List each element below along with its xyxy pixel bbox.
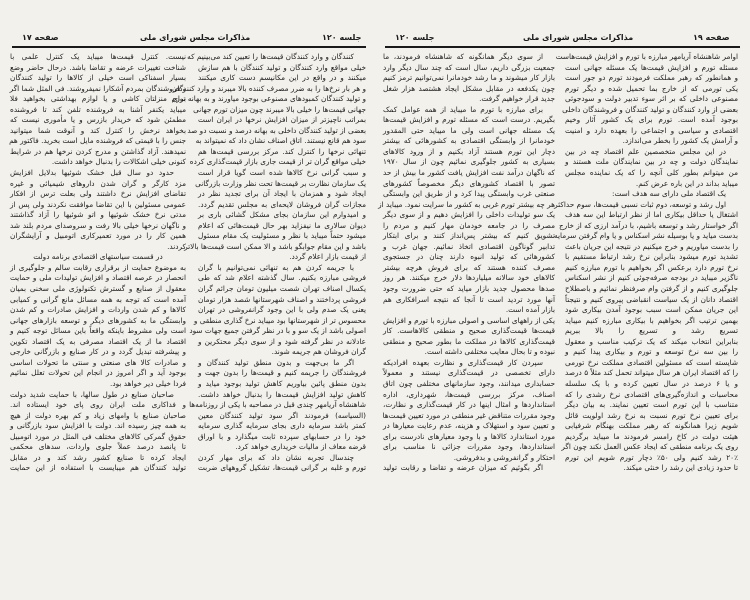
text-line: حدود دو سال قبل خشک شوئیها بدلایل افزایش xyxy=(10,168,174,178)
text-line: شناخت تغییرات عرضه و تقاضا باشد. درحال حاضر وضع xyxy=(10,62,186,72)
text-line: میکنند و در واقع در این مکانیسم دست کاری میکنند xyxy=(198,73,366,83)
text-line: شایسته است که مسئولین اقتصادی مملکت نرخ تورمی xyxy=(565,357,738,367)
text-line: گران فروشان هم جریمه شوند. xyxy=(271,347,366,357)
page-number: صفحه ۱۷ xyxy=(22,33,59,42)
text-line: را بدست میاوریم و خرج میکنیم در نتیجه این جریان باعث xyxy=(565,241,738,251)
text-line: کنونی خیلی اشکالات را بدنبال خواهد داشت. xyxy=(51,157,186,167)
header-rule xyxy=(385,46,740,48)
text-line: اقتصاد ما از یک اقتصاد مصرفی به یک اقتصاد تکوین xyxy=(10,336,186,346)
text-line: خیلی مواقع گران تر از قیمت جاری بازار قیمت‌گذاری کرده xyxy=(189,157,366,167)
text-line: سود هم قانع نیستند. اتاق اصناف نشان داد که نمیتواند به xyxy=(195,136,366,146)
text-line: و صادرات کالا های صنعتی و سنتی ما تحولات اساسی xyxy=(10,357,186,367)
paragraph xyxy=(554,199,739,474)
text-line: به همه چیز رسیده اند. دولت با افزایش سود بازرگانی و xyxy=(10,421,186,431)
text-line: دارای تخصصی در قیمت‌گذاری نیستند و معمولاً xyxy=(383,368,555,378)
text-line: آنها مورد تردید است تا آنجا که نتیجه اسرافکاری هم xyxy=(383,294,555,304)
text-line: هر چه بیشتر تورم غربی به کشور ما سرایت نمود. میباید از xyxy=(378,199,555,209)
text-line: برای منزلتان کاشی و یا لوازم بهداشتی بخواهید فلا xyxy=(10,94,186,104)
paragraph xyxy=(383,52,555,105)
text-line: جدید قرار خواهیم گرفت. xyxy=(479,94,555,104)
text-line: کردند. xyxy=(167,241,186,251)
text-line: از قیمت بازار اعلام گردد. xyxy=(289,252,366,262)
text-line: تنهائی نرخها را کنترل کند. مرکز بررسی قیمت‌ها هم xyxy=(198,146,366,156)
text-line: محاسبات و اندازه‌گیری‌های اقتصادی نرخ رشدی را که xyxy=(565,389,738,399)
text-line: مجازات گران فروشان لایحه‌ای به مجلس تقدیم گردد. xyxy=(198,199,366,209)
text-line: قرضه معاف از مالیات خریداری خواهد کرد. xyxy=(235,442,366,452)
text-line: جهانی قیمت‌ها را خیلی بالا میبرند چون میزان تورم جهانی xyxy=(193,104,366,114)
right-page xyxy=(375,0,750,600)
text-line: شاهنشاه آریامهر چندی قبل در مصاحبه با یکی از روزنامه‌ها xyxy=(189,400,366,410)
text-line: میشود حتماً میباید با نظر و مسئولیت یک مقام مسئول xyxy=(198,231,366,241)
header-rule xyxy=(12,46,366,48)
text-line: سپردن کار قیمت‌گذاری و نظارت بعهده افرادیکه xyxy=(383,357,543,367)
section-heading xyxy=(10,252,186,263)
paragraph xyxy=(383,316,555,358)
text-line: چون یکدفعه در مقابل مشکل ایجاد هشتصد هزار شغل xyxy=(383,83,555,93)
text-line: نمیدهند. آزاد گذاشتن و مدرج کردن نرخها هم در شرایط xyxy=(10,146,186,156)
text-line: را که اقتصاد ایران هر سال میتواند تحمل کند مثلاً ۵ درصد xyxy=(565,368,738,378)
text-line: از سوی دیگر همانگونه که شاهنشاه فرمودند، ما xyxy=(383,52,543,61)
text-line: یک مسئله جهانی است ولی ما میباید حتی المقدور xyxy=(383,125,555,135)
text-line: یک اقتصاد ملی دارای سه هدف است: xyxy=(612,189,726,199)
text-line: بمراتب ناچیزتر از میزان افزایش نرخها در ایران است xyxy=(198,115,366,125)
running-title: مذاکرات مجلس شورای ملی xyxy=(523,33,634,42)
text-line: خود را در حسابهای سپرده ثابت میگذارد و با اوراق xyxy=(198,431,366,441)
text-line: اقتصاد دانان از یک سیاست انقباضی پیروی کنیم و نتیجتاً xyxy=(565,294,738,304)
paragraph xyxy=(383,463,555,474)
text-line: تورم و غلبه بر گرانی قیمت‌ها، تشکیل گروههای ضربت xyxy=(198,463,366,473)
text-line: کمتر باشد سرمایه داری بجای سرمایه گذاری سرمایه xyxy=(198,421,366,431)
text-line: است ولی مشروط باینکه واقعاً باین مسائل توجه کنیم و xyxy=(10,326,186,336)
text-line: بوجود آمده است. تورم برای یک کشور آثار وخیم xyxy=(565,115,738,125)
running-title: مذاکرات مجلس شورای ملی xyxy=(140,33,251,42)
text-line: تشدید تورم میشود بنابراین نرخ رشد ارتباط مستقیم با xyxy=(565,252,738,262)
text-line: کاهش تولید افزایش قیمت‌ها را بدنبال خواهد داشت. xyxy=(198,389,366,399)
text-line: بگیریم. درست است که مسئله تورم و افزایش قیمت‌ها xyxy=(383,115,555,125)
text-line: بهمین ترتیب اگر بخواهیم با بیکاری مبارزه کنیم میباید xyxy=(565,315,738,325)
text-line: ایجاد شود و همزمان با ایجاد آن برای تجدید نظر در xyxy=(198,189,366,199)
text-line: جلوگیری کنیم و از گرفتن وام صرفنظر نمائیم و باصطلاح xyxy=(565,284,738,294)
text-line: کالاها و کم شدن واردات و افزایش صادرات و کم شدن xyxy=(10,305,186,315)
text-line: فروشی مبارزه بکنیم. سال گذشته اعلام شد که طی xyxy=(198,273,366,283)
text-line: بعضی از وارد کنندگان و تولید کنندگان و فروشندگان داخلی xyxy=(562,104,738,114)
text-line: تصور با اقتصاد کشورهای دیگر مخصوصاً کشورهای xyxy=(383,178,555,188)
text-line: حقوق گمرکی کالاهای مختلف فی المثل در مورد اتومبیل xyxy=(10,431,186,441)
text-line: میباید بداند در این باره عرض کنم. xyxy=(635,178,738,188)
text-line: اگر بگوئیم که میزان عرضه و تقاضا و رقابت تولید xyxy=(383,463,543,473)
text-line: حسابداری میدانند، وجود سازمانهای مختلفی چون اتاق xyxy=(383,378,555,388)
text-line: مصرف را در جامعه خودمان مهار کنیم و مردم را xyxy=(383,220,555,230)
text-line: و تولید کنندگان کمبودهای مصنوعی بوجود میاورند و به بهانه تورم xyxy=(171,94,366,104)
page-number: صفحه ۱۹ xyxy=(693,33,730,42)
text-line: متناسب با این تورم است تعیین نمایند. به بیان دیگر xyxy=(565,400,738,410)
text-line: اقتصادی و سیاسی و اجتماعی را بعهده دارد و امنیت xyxy=(565,125,738,135)
text-line: قیمت‌ها قیمت‌گذاری صحیح و منطقی کالاهاست. کار xyxy=(383,326,555,336)
text-line: (السیاسه) فرمودند اگر سود تولید کنندگان معین xyxy=(198,410,366,420)
text-line: و سبب گرانی نرخ کالاها شده است گویا قرار است xyxy=(198,168,366,178)
text-line: اشتغال یا حداقل بیکاری اما از نظر ارتباط این سه هدف xyxy=(565,210,738,220)
text-line: چندسال تجربه نشان داد که برای مهار کردن xyxy=(198,452,354,462)
text-line: نیست. کنترل قیمت‌ها میباید یک کنترل علمی با xyxy=(10,52,186,61)
paragraph xyxy=(189,357,366,453)
text-line: هیئت دولت در کاخ رامسر فرمودند ما میباید برگردیم xyxy=(565,431,738,441)
text-line: و فداکاری ملت ایران روی پای خود ایستاده اند. xyxy=(10,400,186,410)
text-line: بازار آمده است. xyxy=(505,305,555,315)
text-line: یعنی یک صدم ولی با این وجود گرانفروشی در تهران xyxy=(198,305,366,315)
text-line: یک سازمان نظارت بر قیمت‌ها تحت نظر وزارت بازرگانی xyxy=(195,178,366,188)
heading-text: در قسمت سیاستهای اقتصادی برنامه دولت xyxy=(33,252,163,262)
text-line: اصناف، مرکز بررسی قیمت‌ها، شهرداری، اداره xyxy=(383,389,555,399)
text-line: صدها محصول جدید بازار میاید که حتی ضرورت وجود xyxy=(383,284,555,294)
text-line: و همانطور که رهبر مملکت فرمودند تورم دو جور است xyxy=(565,73,738,83)
paragraph xyxy=(378,104,555,316)
text-line: باشد و این مقام جوابگو باشد و الا ممکن است قیمت‌ها بالاتر xyxy=(184,241,366,251)
text-line: فروشندگان را جریمه کنیم و قیمت‌ها را بدون جهت و xyxy=(198,368,366,378)
text-line: که ناگهان درآمد نفت افزایش یافت کشور ما بیش از حد xyxy=(383,168,555,178)
paragraph xyxy=(10,390,186,474)
text-line: بوجود آید و اگر امروز در انجام این تحولات تعلل نمائیم xyxy=(10,368,186,378)
text-line: دیوان سالاری ما نیفزاید بهر حال قیمت‌هائی که اعلام xyxy=(198,220,366,230)
text-line: صنعتی غرب وابستگی پیدا کرد و از طریق این وابستگی xyxy=(383,189,555,199)
session-number: جلسه ۱۲۰ xyxy=(395,33,435,42)
text-line: مسئله تورم و افزایش قیمت‌ها یک مسئله جهانی است xyxy=(565,62,738,72)
text-line: نرخ تورم دارد برعکس اگر بخواهیم با تورم مبارزه کنیم xyxy=(565,262,738,272)
text-line: و فروشندگان بمردم آشکارا نمیفروشند. فی المثل شما اگر xyxy=(9,83,186,93)
text-line: و آرامش یک کشور را بخطر می‌اندازد. xyxy=(622,136,738,146)
text-line: بنابراین انتخاب میکند که یک ترکیب مناسب و معقول xyxy=(565,336,738,346)
text-line: تدابیر گوناگون اقتصادی اتخاذ نمائیم. جهان غرب و xyxy=(383,241,555,251)
text-line: بسیار اسفناکی است خیلی از کالاها را تولید کنندگان xyxy=(10,73,186,83)
text-line: استانداردها، وجود مقررات جزائی نا مناسب برای xyxy=(383,442,555,452)
text-line: بدست میاید و یا بوسیله نشر اسکناس و یا وام گرفتن سرمایه xyxy=(554,231,738,241)
text-column-left xyxy=(10,52,186,474)
text-line: یک سو تولیدات داخلی را افزایش دهیم و از سوی دیگر xyxy=(383,210,555,220)
text-line: شویم زیرا همانگونه که رهبر مملکت بهنگام شرفیابی xyxy=(565,421,738,431)
text-line: را بین سه نرخ توسعه و تورم و بیکاری پیدا کنیم و xyxy=(565,347,738,357)
text-line: با جریمه کردن هم به تنهائی نمی‌توانیم با گران xyxy=(198,262,354,272)
paragraph xyxy=(565,147,738,189)
text-line: کالاهای خود سالانه میلیاردها دلار خرج میکنند. هر روز xyxy=(383,273,555,283)
text-line: انحصار در عرصه اقتصاد و افزایش تولیدات ملی و حمایت xyxy=(10,273,186,283)
text-line: نبوده و تا بحال معایب مختلفی داشته است. xyxy=(424,347,555,357)
text-line: نمایندگان دولت و چه در بین نمایندگان ملت هستند و xyxy=(565,157,738,167)
text-line: به موضوع حمایت از برقراری رقابت سالم و جلوگیری از xyxy=(10,262,186,272)
text-line: برای مبارزه با تورم ما میباید از همه عوامل کمک xyxy=(383,104,543,114)
text-line: صاحبان صنایع با وامهای زیاد و کم بهره دولت از هیچ xyxy=(10,410,186,420)
text-line: مزد کارگر و گران شدن داروهای شیمیائی و غیره xyxy=(10,178,186,188)
paragraph xyxy=(10,168,186,252)
text-line: میباید یکنفر آشنا به فروشنده تلفن کند تا فروشنده xyxy=(10,104,186,114)
text-line: یکی تورمی که از خارج بما تحمیل شده و دیگر تورم xyxy=(565,83,738,93)
text-line: اگر ما بی‌جهت و بدون منطق تولید کنندگان و xyxy=(198,357,354,367)
text-line: وجود مقررات متناقض غیر منطقی در مورد تعیین قیمت‌ها xyxy=(382,410,555,420)
text-line: تسریع رشد و تسریع را بالا ببریم xyxy=(565,326,738,336)
text-line: احتکار و گرانفروشی و بدفروشی. xyxy=(453,452,555,462)
text-line: بدون منطق پائین بیاوریم کاهش تولید بوجود میاید و xyxy=(198,378,366,388)
text-line: و تعیین سود و استهلاک و هزینه، عدم رعایت معیارها در xyxy=(383,421,555,431)
text-column-left xyxy=(378,52,555,474)
text-line: روی یک برنامه منطقی که ایجاد عکس العمل نکند چون اگر xyxy=(561,442,738,452)
text-line: مصرف کننده هستند که برای فروش هرچه بیشتر xyxy=(383,262,555,272)
text-line: تا حدود زیادی این رشد را خنثی میکند. xyxy=(623,463,738,473)
text-line: عادلانه در نظر گرفته شود و از سوی دیگر محتکرین و xyxy=(198,336,366,346)
paragraph xyxy=(555,52,738,147)
text-line: مدتی نرخ خشک شوئیها و اتو شوئیها را آزاد گذاشتند xyxy=(10,210,186,220)
text-column-right xyxy=(554,52,739,474)
text-line: ایجاد کرده تا صنایع کشور رشد کند و در مقابل xyxy=(10,452,186,462)
text-line: اگر خواستار رشد و توسعه باشیم، با درآمد ارزی که از خارج xyxy=(558,220,738,230)
text-line: خیلی مواقع وارد کنندگان و تولید کنندگان با هم سازش xyxy=(198,62,366,72)
text-line: وابستگی ما به کشورهای دیگر و توسعه بازارهای جهانی xyxy=(10,315,186,325)
text-line: بعضی از تولید کنندگان داخلی به بهانه درصد و نسبت دو صد xyxy=(187,125,366,135)
text-line: مصنوعی داخلی که بر اثر سوء تدبیر دولت و سودجوئی xyxy=(565,94,738,104)
text-line: برای تعیین نرخ تورم نسبت به نرخ رشد اولویت قائل xyxy=(565,410,738,420)
text-line: بسیاری به کشور جلوگیری نمائیم چون از سال ۱۹۷۰ xyxy=(383,157,555,167)
text-line: استانداردها و امثال اینها در کار قیمت‌گذاری و نظارت، xyxy=(383,400,555,410)
text-line: و امیدوارم این سازمان بجای مشکل گشائی باری بر xyxy=(198,210,366,220)
text-line: من میتوانم بطور کلی آنچه را که یک نماینده مجلس xyxy=(565,168,738,178)
text-line: تقاضای افزایش نرخ داشتند ولی بعلت ترس از افکار xyxy=(10,189,186,199)
session-number: جلسه ۱۲۰ xyxy=(322,33,362,42)
text-line: جمعیت بزرگی داریم، سال است که چند سال دیگر وارد xyxy=(383,62,555,72)
text-line: عمومی مسئولین با این تقاضا موافقت نکردند ولی پس از xyxy=(10,199,186,209)
text-line: مورد استاندارد کالاها و با وجود معیارهای نادرست برای xyxy=(383,431,555,441)
text-line: اول رشد و توسعه، دوم ثبات نسبی قیمت‌ها، سوم حداکثر xyxy=(554,199,726,209)
text-line: بازار کار میشوند و ما رشد خودمانرا نمی‌توانیم ترمز کنیم xyxy=(383,73,555,83)
text-line: کنندگان و وارد کنندگان قیمت‌ها را تعیین کند می‌بینیم که xyxy=(187,52,354,61)
text-line: یکی از راههای اساسی و اصولی مبارزه با تورم و افزایش xyxy=(383,315,555,325)
paragraph xyxy=(10,52,186,168)
text-line: این جریان ممکن است سبب بوجود آمدن بیکاری شود xyxy=(565,305,738,315)
text-line: ناگزیر میباید در بودجه صرفه‌جوئی کنیم از نشر اسکناس xyxy=(565,273,738,283)
text-line: خودمانرا از وابستگی اقتصادی به کشورهائی که بیشتر xyxy=(383,136,555,146)
paragraph xyxy=(189,262,366,358)
text-line: دچار این تورم هستند آزاد بکنیم و از ورود کالاهای xyxy=(383,146,555,156)
paragraph xyxy=(198,453,366,474)
text-line: بخواهد نرخش را کنترل کند و آنوقت شما میتوانید xyxy=(10,125,186,135)
text-line: کشورهائی که تولید انبوه دارند چنان در جستجوی xyxy=(383,252,555,262)
text-line: یکسال اصناف تهران شصت میلیون تومان جرائم گران xyxy=(198,284,366,294)
text-line: فردا خیلی دیر خواهد بود. xyxy=(110,378,186,388)
text-line: صاحبان صنایع در طول سالها، با حمایت شدید دولت xyxy=(10,389,174,399)
text-line: مطمئن شود که خریدار بازرس و یا مأموری نیست که xyxy=(10,115,186,125)
text-line: فروشی پرداختند و اصناف شهرستانها شصد هزار تومان xyxy=(198,294,366,304)
text-line: آمده است که توجه به همه مسائل مانع گرانی و کمیابی xyxy=(10,294,186,304)
text-line: قیمت‌گذاری کالاها در مملکت ما بطور صحیح و منطقی xyxy=(383,336,555,346)
text-line: ۲۰٪ رشد کنیم ولی ۵۰٪ دچار تورم شویم این تورم xyxy=(565,452,739,462)
text-line: تولید کنندگان هم میبایست با استفاده از این حمایت xyxy=(10,463,186,473)
text-line: و یا ۶ درصد در سال تعیین کرده و با یک سلسله xyxy=(565,378,738,388)
text-line: همین کار را در مورد تعمیرکاری اتومبیل و آرایشگران xyxy=(10,231,186,241)
text-line: محسوس تر از شهرستانها بود میباید نرخ گذاری منطقی و xyxy=(193,315,366,325)
text-line: معقول از صنایع و گسترش تکنولوژی ملی سخنی بمیان xyxy=(10,284,186,294)
paragraph xyxy=(565,189,738,200)
paragraph xyxy=(10,263,186,390)
text-line: و هر بار نرخ‌ها را به ضرر مصرف کننده بالا میبرند و وارد کنندگان xyxy=(172,83,366,93)
text-line: و پیشرفته تبدیل گردد و در کار صنایع و بازرگانی خارجی xyxy=(10,347,186,357)
text-line: تا پانصد درصد عملاً جلوی واردات، سدهای محکمی xyxy=(10,442,186,452)
text-line: تشویق کنیم که بیشتر پس‌انداز کنند و برای ابتکار xyxy=(383,231,555,241)
text-line: در این مجلس متخصصین علم اقتصاد چه در بین xyxy=(565,146,726,156)
text-line: و ناگهان نرخها خیلی بالا رفت و سروصدای مردم بلند شد xyxy=(10,220,186,230)
text-line: اصولی باشد از یک سو و با در نظر گرفتن جمیع جهات سود xyxy=(189,326,366,336)
text-line: اوامر شاهنشاه آریامهر مبارزه با تورم و افزایش قیمت‌هاست xyxy=(555,52,738,61)
text-line: جنس را با قیمتی که فروشنده مایل است بخرید. فاکتور هم xyxy=(9,136,186,146)
paragraph xyxy=(383,358,555,463)
